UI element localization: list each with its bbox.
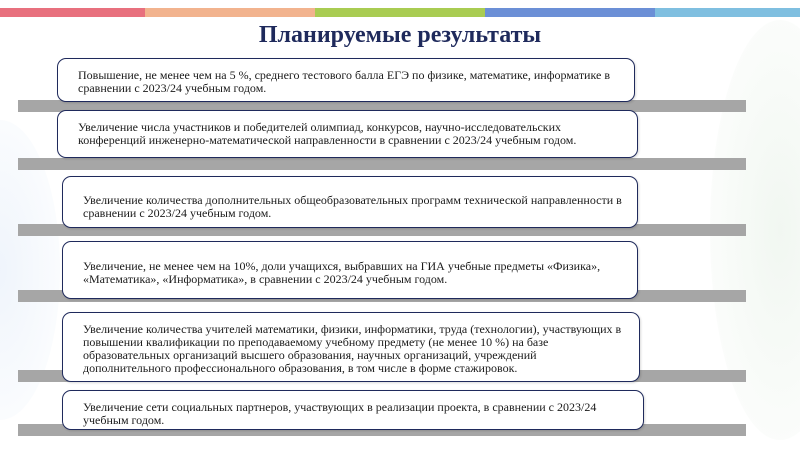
result-text-4: Увеличение, не менее чем на 10%, доли учащихся, выбравших на ГИА учебные предметы «Физика», «Математика», «Информатика», в сравнении с 2023/24 учебным годом.	[83, 259, 601, 286]
stripe-3	[315, 8, 485, 17]
result-text-1: Повышение, не менее чем на 5 %, среднего тестового балла ЕГЭ по физике, математике, информатике в сравнении с 2023/24 учебным годом.	[78, 68, 611, 95]
result-text-2: Увеличение числа участников и победителей олимпиад, конкурсов, научно-исследовательских конференций инженерно-математической направленности в сравнении с 2023/24 учебным годом.	[78, 120, 577, 147]
stripe-2	[145, 8, 315, 17]
result-text-5: Увеличение количества учителей математики, физики, информатики, труда (технологии), участвующих в повышении квалификации по преподаваемому учебному предмету (не менее 10 %) на базе образовательных организаций высшего образования, научных организаций, учреждений дополнительного профессионального образования, в том числе в форме стажировок.	[83, 322, 622, 375]
stripe-4	[485, 8, 655, 17]
result-text-6: Увеличение сети социальных партнеров, участвующих в реализации проекта, в сравнении с 2023/24 учебным годом.	[83, 400, 597, 427]
top-color-stripes	[0, 0, 800, 18]
result-box-3	[62, 176, 638, 228]
result-text-3: Увеличение количества дополнительных общеобразовательных программ технической направленности в сравнении с 2023/24 учебным годом.	[83, 193, 622, 220]
result-box-6	[62, 390, 644, 430]
result-box-4	[62, 241, 638, 299]
result-box-1	[57, 58, 635, 102]
result-box-2	[57, 110, 638, 158]
result-bar-2	[18, 158, 746, 170]
stripe-1	[0, 8, 145, 17]
stripe-5	[655, 8, 800, 17]
result-box-5	[62, 312, 640, 382]
slide-title: Планируемые результаты	[258, 22, 542, 48]
